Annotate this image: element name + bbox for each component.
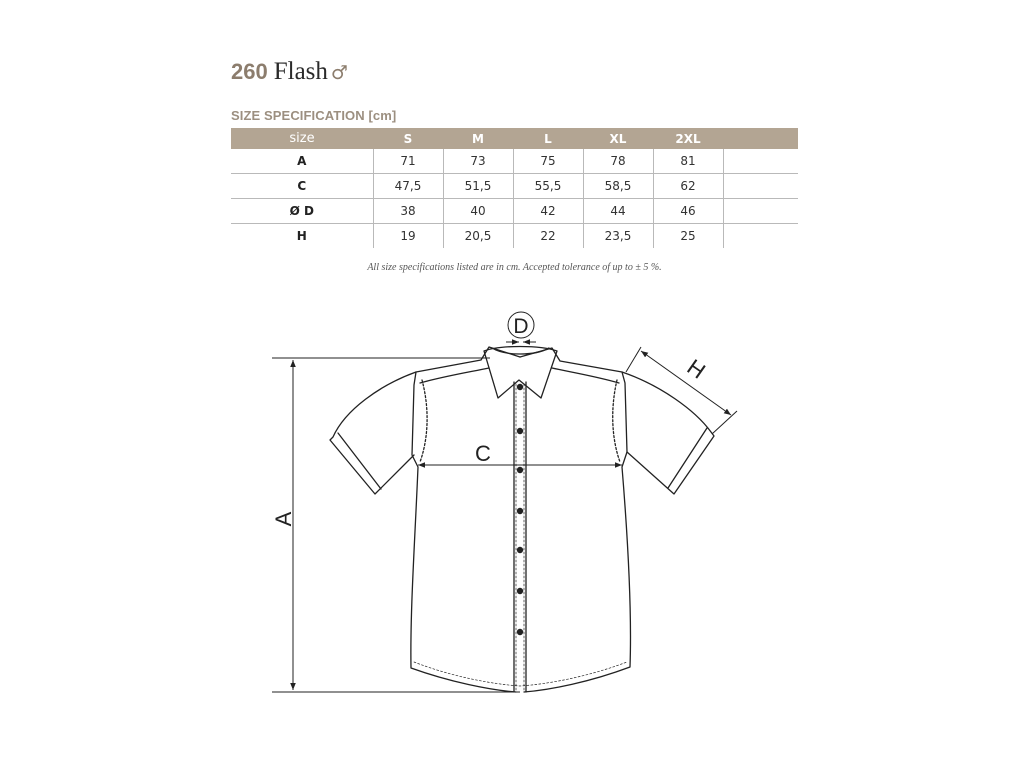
measure-a [272,358,520,692]
product-number: 260 [231,59,268,84]
table-cell: 47,5 [373,174,443,199]
hem-stitch [414,662,627,686]
table-cell: 58,5 [583,174,653,199]
shirt-cuff-left [338,433,381,489]
table-cell: 38 [373,199,443,224]
shirt-sleeve-left [330,372,416,494]
size-specification-heading: SIZE SPECIFICATION [cm] [231,108,397,123]
row-label: Ø D [231,199,373,224]
table-cell: 40 [443,199,513,224]
table-cell: 78 [583,149,653,174]
shirt-button [517,508,523,514]
table-cell: 44 [583,199,653,224]
shirt-sleeve-right [622,372,714,494]
shirt-button [517,467,523,473]
shoulder-yoke-left [420,368,489,383]
table-cell: 55,5 [513,174,583,199]
row-label: A [231,149,373,174]
measure-a-label: A [271,511,296,527]
shirt-cuff-right [668,428,707,488]
shirt-button [517,629,523,635]
measure-h [626,347,737,434]
header-s: S [373,128,443,149]
table-cell: 23,5 [583,224,653,249]
header-l: L [513,128,583,149]
header-size: size [231,128,373,149]
table-cell: 25 [653,224,723,249]
row-label: H [296,229,307,243]
table-cell: 42 [513,199,583,224]
shirt-outline [330,347,714,693]
measure-d-label: D [513,315,529,338]
table-cell: 71 [373,149,443,174]
table-cell: 73 [443,149,513,174]
table-cell: 62 [653,174,723,199]
shirt-buttons [517,384,523,635]
table-cell: 51,5 [443,174,513,199]
shirt-collar-band [492,348,549,354]
table-cell: 75 [513,149,583,174]
table-cell: 46 [653,199,723,224]
shirt-button [517,428,523,434]
table-cell: 22 [513,224,583,249]
measure-c-label: C [475,441,491,466]
shirt-button [517,547,523,553]
shirt-body-left [411,347,520,692]
row-label: C [231,174,373,199]
table-cell: 19 [373,224,443,249]
armhole-left [420,380,427,462]
header-m: M [443,128,513,149]
shirt-button [517,384,523,390]
table-cell: 20,5 [443,224,513,249]
shirt-button [517,588,523,594]
header-xl: XL [583,128,653,149]
tolerance-note: All size specifications listed are in cm. Accepted tolerance of up to ± 5 %. [367,262,662,273]
measure-h-label: H [682,354,710,384]
header-2xl: 2XL [653,128,723,149]
table-cell: 81 [653,149,723,174]
armhole-right [613,380,620,462]
male-symbol-icon: ♂ [330,62,348,84]
product-name: Flash [273,58,328,85]
